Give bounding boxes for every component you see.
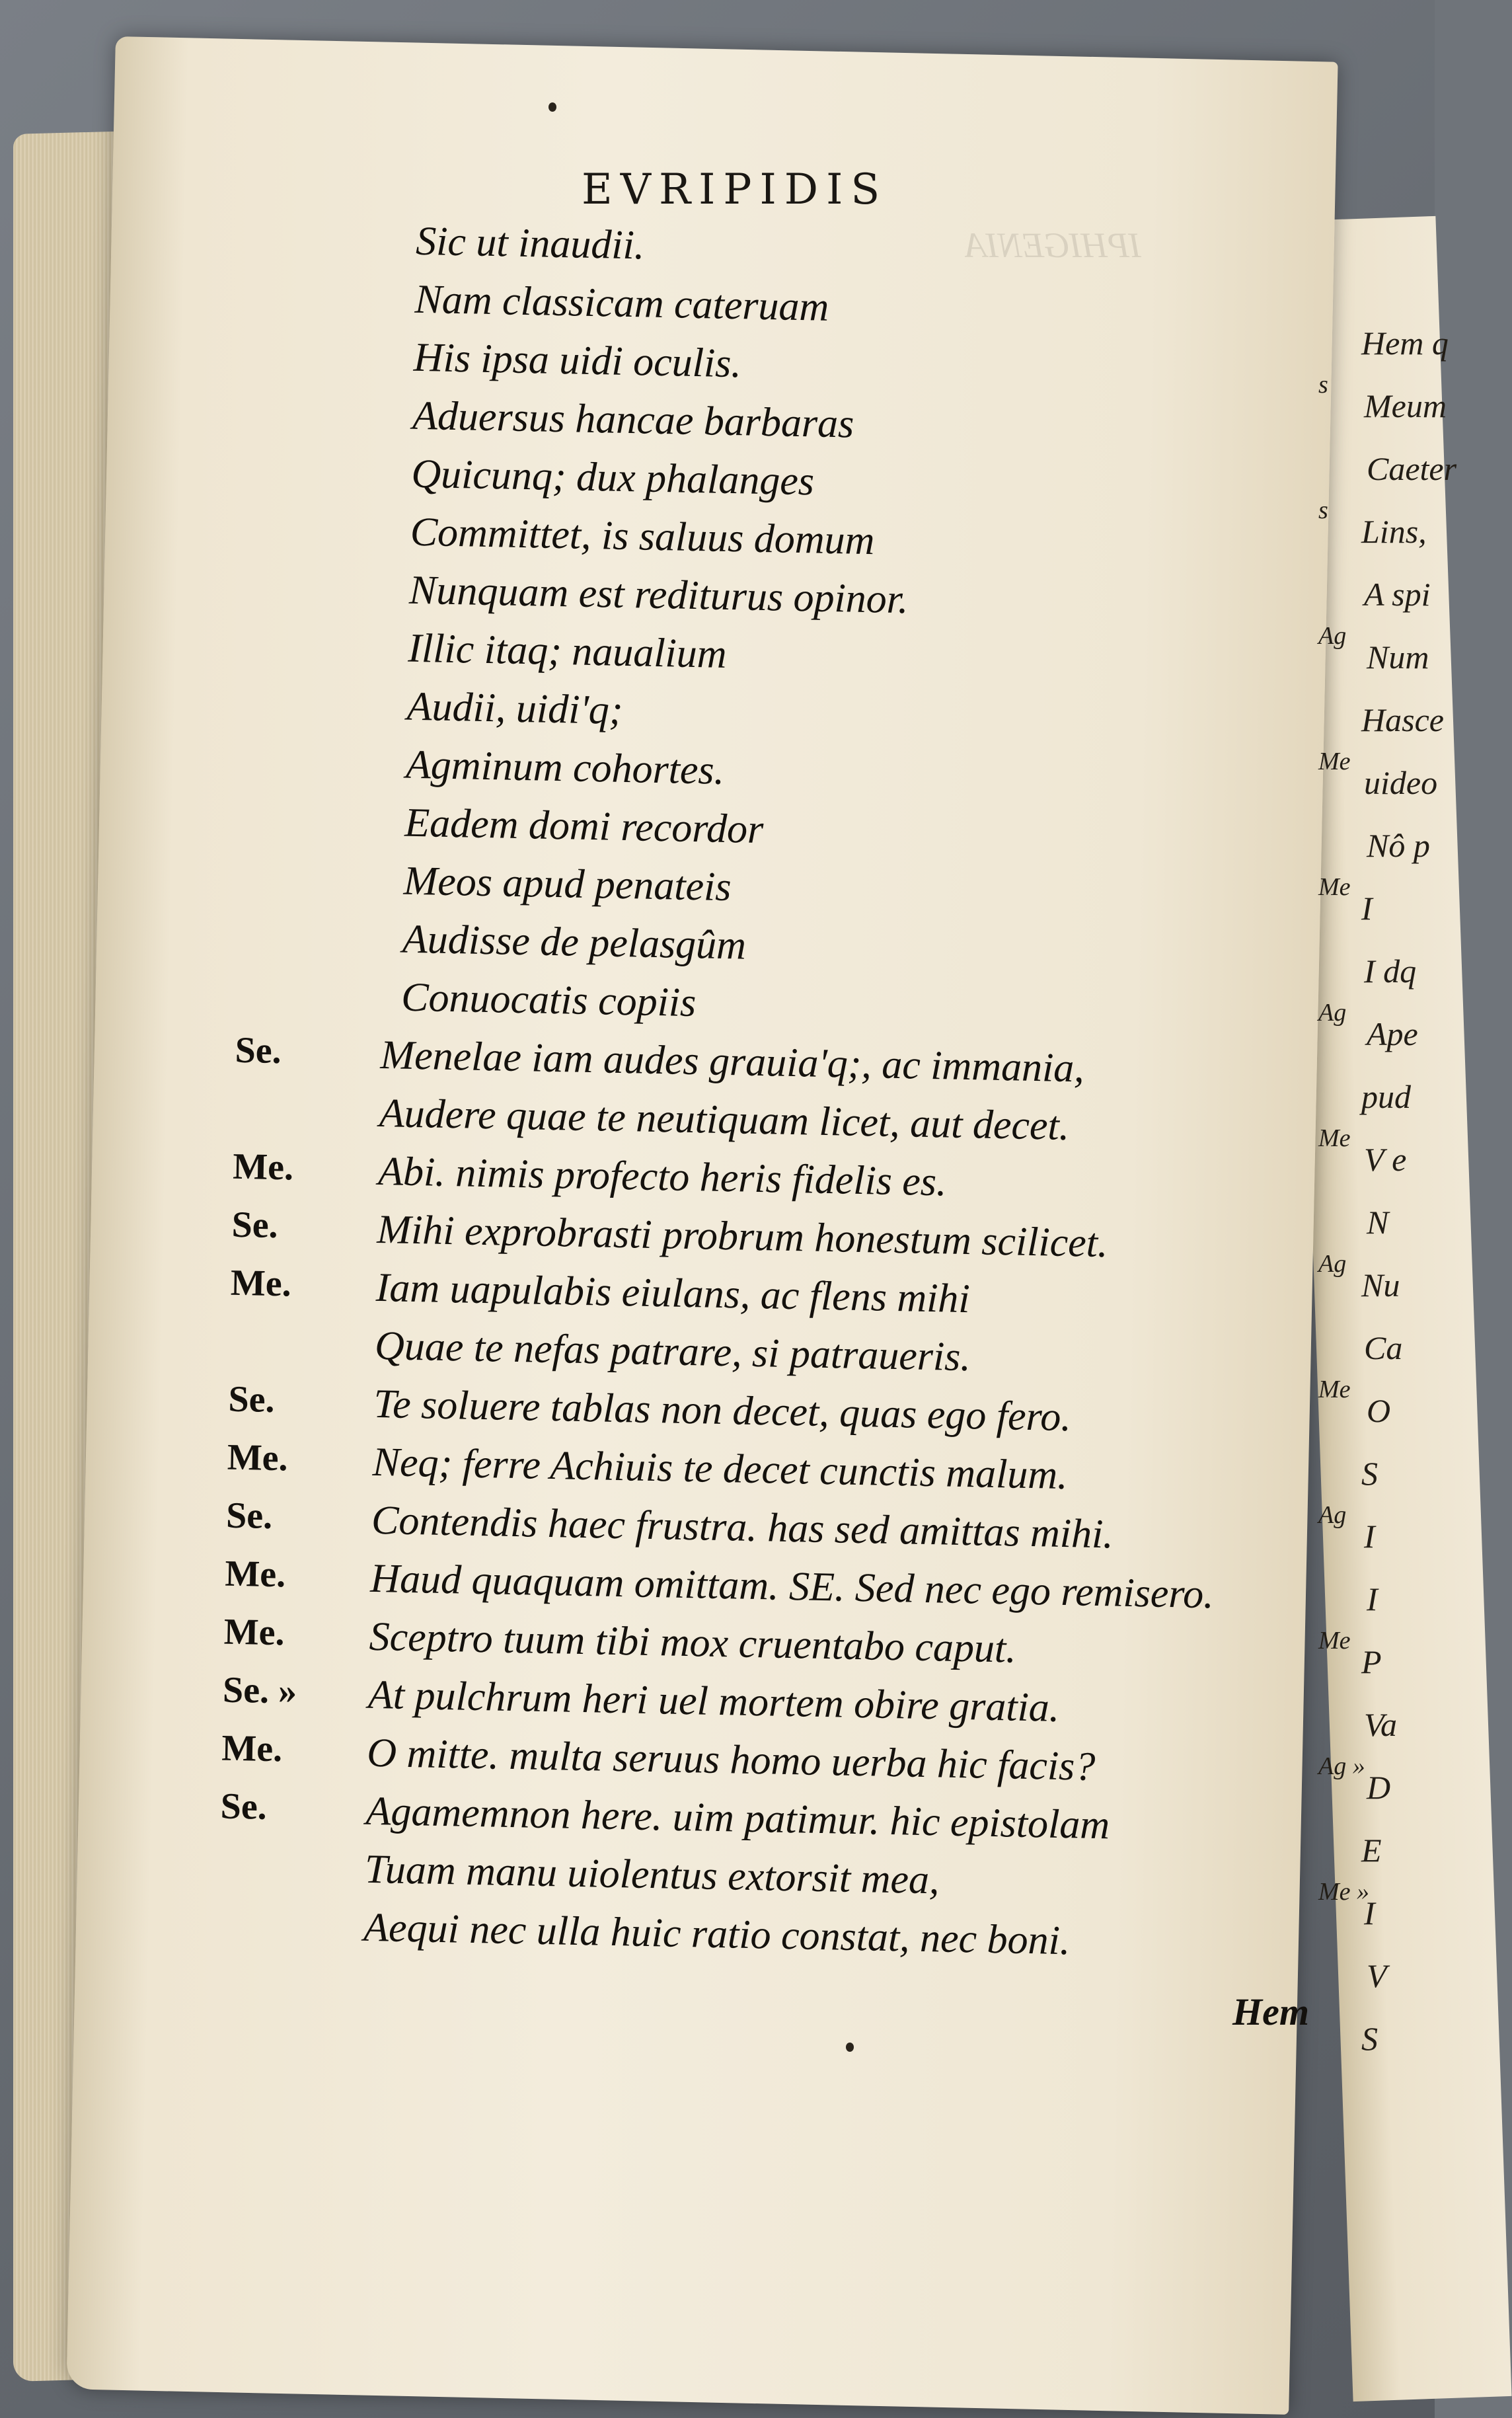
verse-text-line: Nam classicam cateruam — [414, 276, 829, 330]
verse-text-line: Conuocatis copiis — [400, 974, 697, 1026]
facing-page-fragment: uideo — [1364, 764, 1438, 801]
facing-page-fragment: Nu — [1361, 1267, 1400, 1304]
verse-text-line: Contendis haec frustra. has sed amittas mihi. — [371, 1497, 1114, 1557]
verse-text-line: Neq; ferre Achiuis te decet cunctis malum. — [372, 1439, 1069, 1499]
speaker-label: Me. — [227, 1436, 289, 1479]
verse-text-line: Aduersus hancae barbaras — [412, 393, 854, 447]
verse-text-line: At pulchrum heri uel mortem obire gratia. — [367, 1672, 1060, 1731]
facing-page-fragment: Nô p — [1367, 827, 1430, 864]
facing-page-fragment: O — [1367, 1392, 1391, 1429]
page-mark — [548, 102, 556, 112]
facing-page-fragment: V e — [1364, 1141, 1407, 1178]
facing-page-fragment: N — [1367, 1204, 1389, 1241]
speaker-label: Me. — [230, 1262, 292, 1305]
facing-page-fragment: Ape — [1367, 1015, 1418, 1052]
facing-page-speaker: Me — [1318, 1627, 1351, 1655]
catchword: Hem — [1232, 1990, 1309, 2033]
facing-page-fragment: P — [1361, 1643, 1382, 1680]
facing-page-speaker: Ag — [1318, 1501, 1347, 1529]
facing-page-speaker: s — [1318, 371, 1328, 399]
verse-text-line: Sic ut inaudii. — [415, 218, 646, 268]
facing-page-speaker: Ag — [1318, 1250, 1347, 1278]
facing-page-fragment: D — [1367, 1769, 1391, 1806]
verse-text-line: O mitte. multa seruus homo uerba hic facis? — [366, 1730, 1096, 1789]
verse-text-line: Meos apud penateis — [403, 858, 732, 910]
facing-page-fragment: S — [1361, 2020, 1378, 2057]
facing-page-fragment: Va — [1364, 1706, 1397, 1743]
facing-page-fragment: E — [1361, 1832, 1382, 1869]
facing-page-speaker: Ag » — [1318, 1752, 1365, 1780]
page-mark — [846, 2043, 854, 2052]
facing-page-speaker: Me — [1318, 1376, 1351, 1403]
speaker-label: Me. — [232, 1146, 294, 1189]
speaker-label: Se. — [231, 1204, 279, 1247]
verse-text-line: His ipsa uidi oculis. — [413, 334, 742, 387]
facing-page-fragment: Num — [1367, 639, 1429, 676]
facing-page-fragment: I — [1361, 890, 1373, 927]
facing-page-speaker: Ag — [1318, 999, 1347, 1027]
speaker-label: Me. — [221, 1727, 283, 1770]
speaker-label: Se. — [225, 1495, 273, 1537]
verse-text-line: Illic itaq; naualium — [407, 625, 728, 677]
verse-text-line: Audisse de pelasgûm — [402, 916, 747, 968]
verse-text-line: Quae te nefas patrare, si patraueris. — [374, 1323, 971, 1380]
facing-page-fragment: V — [1367, 1957, 1387, 1994]
verse-text — [217, 215, 1308, 1980]
verse-text-line: Eadem domi recordor — [404, 800, 764, 853]
facing-page-fragment: Hasce — [1361, 701, 1444, 738]
verse-text-line: Te soluere tablas non decet, quas ego fero. — [373, 1381, 1072, 1440]
facing-page-fragment: Meum — [1364, 387, 1447, 424]
verse-text-line: Iam uapulabis eiulans, ac flens mihi — [375, 1265, 971, 1322]
verse-text-line: Abi. nimis profecto heris fidelis es. — [377, 1148, 948, 1205]
facing-page-fragment: I — [1364, 1894, 1375, 1931]
facing-page-speaker: Me — [1318, 748, 1351, 775]
verse-text-line: Nunquam est rediturus opinor. — [408, 567, 909, 623]
verse-text-line: Sceptro tuum tibi mox cruentabo caput. — [369, 1614, 1017, 1672]
speaker-label: Me. — [223, 1611, 285, 1654]
verse-text-line: Menelae iam audes grauia'q;, ac immania, — [379, 1032, 1085, 1091]
facing-page-speaker: Me — [1318, 873, 1351, 901]
facing-page-speaker: s — [1318, 496, 1328, 524]
running-head: EVRIPIDIS — [582, 165, 888, 214]
facing-page-fragment: Hem q — [1361, 325, 1449, 362]
facing-page-speaker: Me » — [1318, 1878, 1370, 1906]
verse-text-line: Audere quae te neutiquam licet, aut decet. — [379, 1090, 1070, 1150]
verse-text-line: Agamemnon here. uim patimur. hic epistolam — [365, 1788, 1110, 1848]
facing-page-fragment: I — [1364, 1518, 1375, 1555]
speaker-label: Se. — [220, 1785, 268, 1828]
facing-page-fragment: pud — [1361, 1078, 1411, 1115]
facing-page-speaker: Me — [1318, 1124, 1351, 1152]
facing-page-fragment: Lins, — [1361, 513, 1427, 550]
verse-text-line: Committet, is saluus domum — [410, 509, 876, 564]
facing-page-fragment: I dq — [1364, 953, 1417, 990]
verse-text-line: Audii, uidi'q; — [406, 683, 624, 733]
speaker-label: Se. — [235, 1029, 282, 1072]
facing-page-fragment: I — [1367, 1580, 1378, 1618]
facing-page-fragment: S — [1361, 1455, 1378, 1492]
verse-text-line: Aequi nec ulla huic ratio constat, nec boni. — [363, 1904, 1071, 1964]
verse-text-line: Tuam manu uiolentus extorsit mea, — [364, 1846, 940, 1903]
verse-text-line: Quicunq; dux phalanges — [410, 451, 815, 504]
facing-page-fragment: A spi — [1364, 576, 1431, 613]
speaker-label: Se. » — [222, 1669, 297, 1712]
verse-text-line: Agminum cohortes. — [405, 742, 725, 793]
speaker-label: Se. — [228, 1378, 276, 1421]
verse-text-line: Haud quaquam omittam. SE. Sed nec ego remisero. — [369, 1555, 1215, 1618]
facing-page-speaker: Ag — [1318, 622, 1347, 650]
facing-page-fragment: Caeter — [1367, 450, 1457, 487]
facing-page-fragment: Ca — [1364, 1329, 1403, 1366]
verse-text-line: Mihi exprobrasti probrum honestum scilicet. — [376, 1206, 1109, 1267]
speaker-label: Me. — [224, 1553, 286, 1596]
facing-page-running-head: IPHIGENIA — [965, 225, 1141, 265]
